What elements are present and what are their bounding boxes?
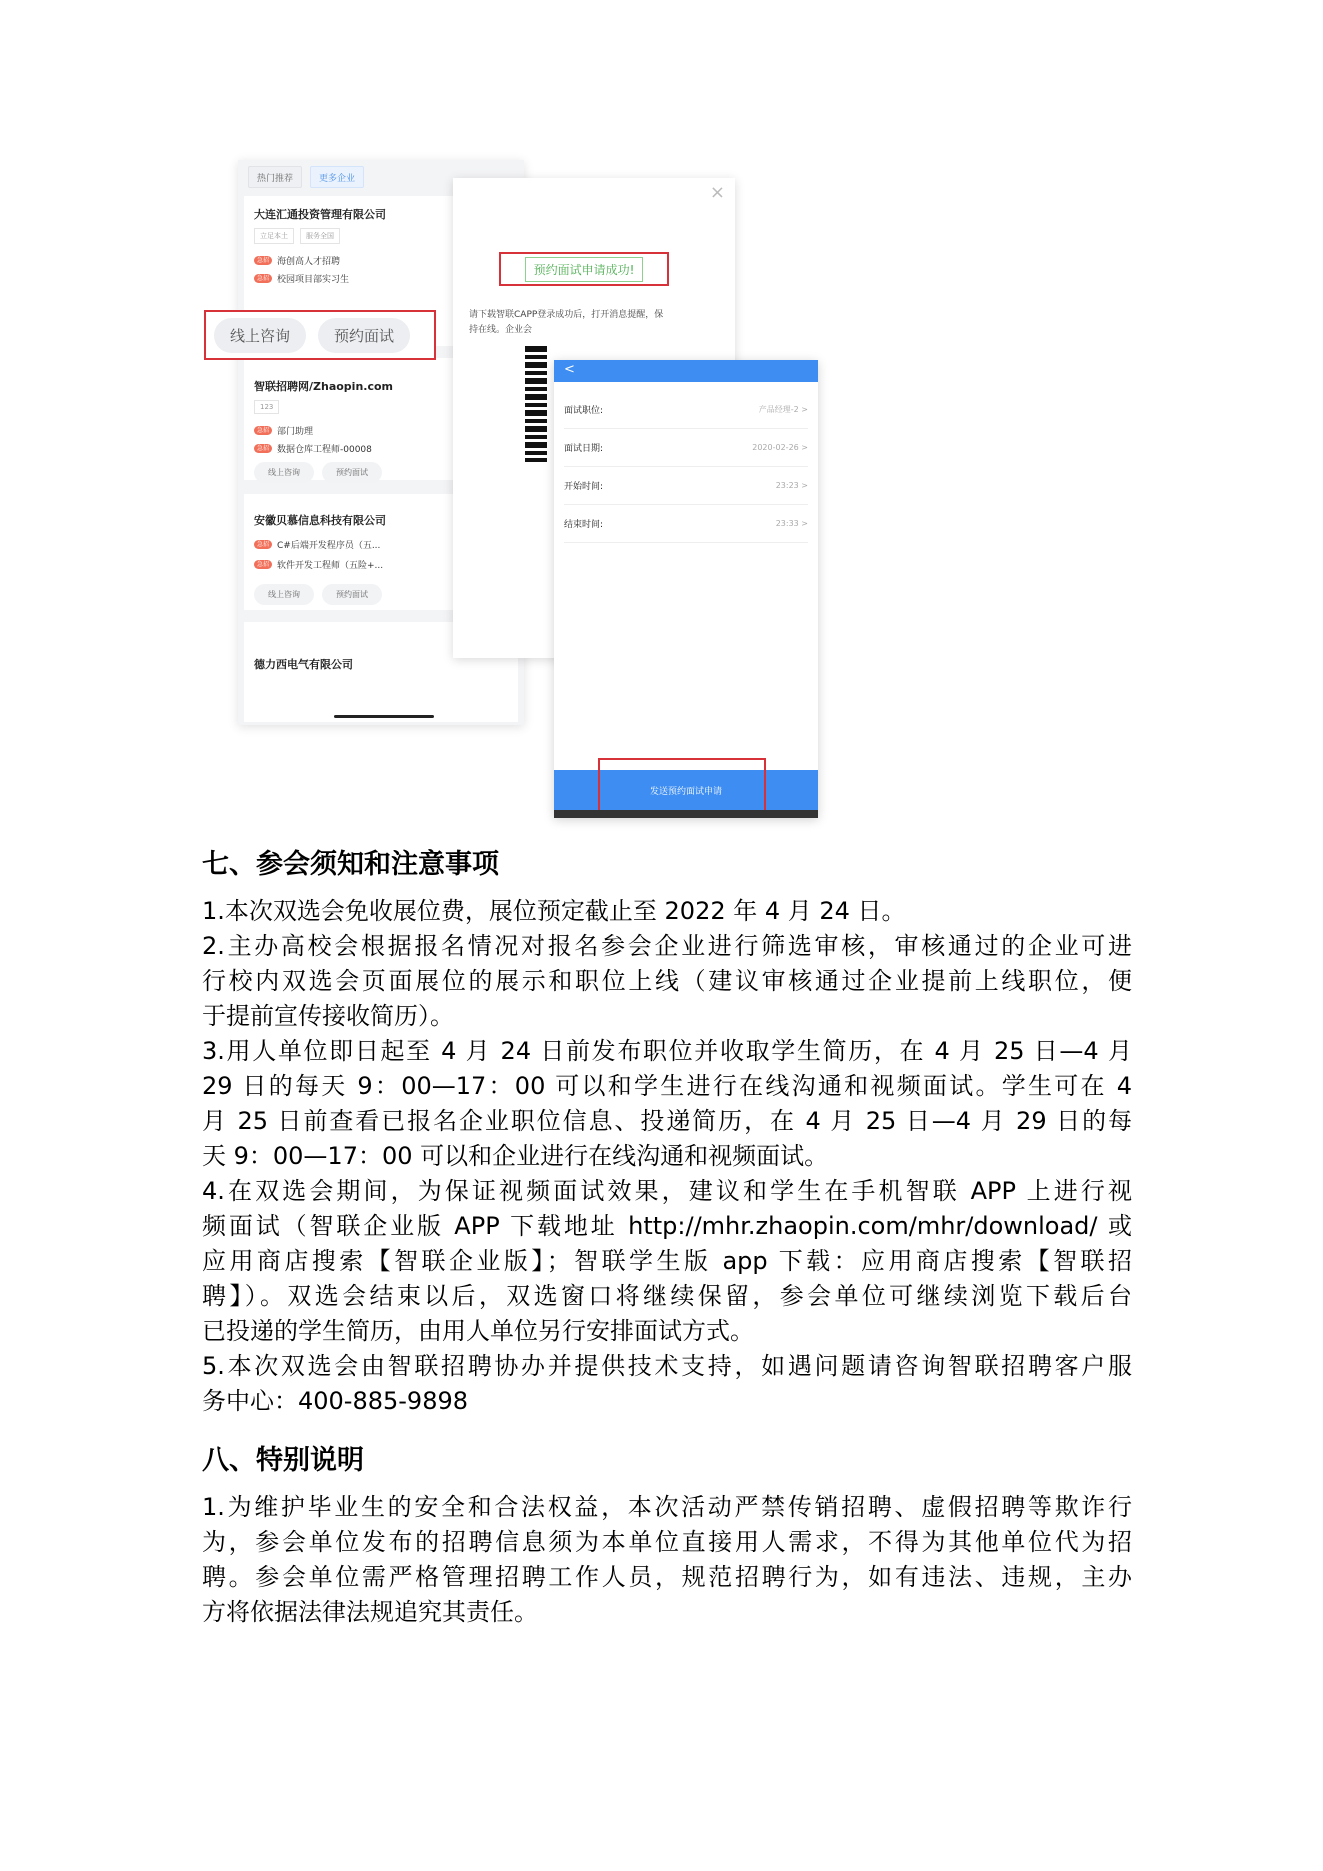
text-line: 应用商店搜索【智联企业版】；智联学生版 app 下载：应用商店搜索【智联招 <box>202 1247 1132 1275</box>
form-label: 结束时间: <box>564 519 604 530</box>
company-name: 智联招聘网/Zhaopin.com <box>254 380 393 393</box>
card-actions <box>254 584 382 605</box>
text-line: 为，参会单位发布的招聘信息须为本单位直接用人需求，不得为其他单位代为招 <box>202 1528 1132 1556</box>
close-icon[interactable]: × <box>709 182 725 203</box>
form-row-position[interactable] <box>564 390 808 429</box>
text-line: 1.本次双选会免收展位费，展位预定截止至 2022 年 4 月 24 日。 <box>202 897 906 925</box>
highlighted-actions-box <box>204 310 436 360</box>
company-tags <box>254 400 279 414</box>
company-tag: 立足本土 <box>254 228 294 244</box>
submit-highlight-box <box>598 758 766 814</box>
book-interview-button[interactable]: 预约面试 <box>318 318 410 353</box>
text-line: 29 日的每天 9：00—17：00 可以和学生进行在线沟通和视频面试。学生可在 4 <box>202 1072 1132 1100</box>
text-line: 聘】）。双选会结束以后，双选窗口将继续保留，参会单位可继续浏览下载后台 <box>202 1282 1132 1310</box>
text-line: 天 9：00—17：00 可以和企业进行在线沟通和视频面试。 <box>202 1142 829 1170</box>
text-line: 务中心：400-885-9898 <box>202 1387 469 1415</box>
form-row-start-time[interactable] <box>564 466 808 505</box>
job-item[interactable] <box>254 558 383 571</box>
urgent-badge: 急招 <box>254 444 272 453</box>
company-name: 德力西电气有限公司 <box>254 658 353 671</box>
success-highlight-box <box>499 252 669 286</box>
interview-form-phone <box>554 360 818 818</box>
modal-desc-line: 请下载智联CAPP登录成功后，打开消息提醒，保 <box>469 310 664 320</box>
job-title: 软件开发工程师（五险+... <box>277 561 384 571</box>
online-consult-button[interactable]: 线上咨询 <box>254 584 314 605</box>
urgent-badge: 急招 <box>254 540 272 549</box>
company-name: 安徽贝慕信息科技有限公司 <box>254 514 386 527</box>
form-row-date[interactable] <box>564 428 808 467</box>
urgent-badge: 急招 <box>254 274 272 283</box>
form-label: 开始时间: <box>564 481 604 492</box>
job-title: 校园项目部实习生 <box>277 275 350 285</box>
section-8-body <box>202 1490 1132 1630</box>
form-value: 23:23 > <box>775 480 808 490</box>
text-line: 3.用人单位即日起至 4 月 24 日前发布职位并收取学生简历，在 4 月 25 日—4 月 <box>202 1037 1132 1065</box>
text-line: 1.为维护毕业生的安全和合法权益，本次活动严禁传销招聘、虚假招聘等欺诈行 <box>202 1493 1132 1521</box>
phone-header-bar <box>554 360 818 382</box>
tab-more-companies[interactable]: 更多企业 <box>310 166 364 188</box>
tab-hot[interactable]: 热门推荐 <box>248 166 302 188</box>
section-7-heading: 七、参会须知和注意事项 <box>202 849 499 880</box>
app-screenshot-figure <box>230 160 818 818</box>
online-consult-button[interactable]: 线上咨询 <box>214 318 306 353</box>
modal-desc-line: 持在线。企业会 <box>469 325 533 335</box>
company-tag: 服务全国 <box>300 228 340 244</box>
list-tabs <box>248 166 364 188</box>
urgent-badge: 急招 <box>254 256 272 265</box>
job-title: C#后端开发程序员（五... <box>277 541 381 551</box>
form-label: 面试日期: <box>564 443 604 454</box>
success-message: 预约面试申请成功! <box>525 257 644 282</box>
company-name: 大连汇通投资管理有限公司 <box>254 208 386 221</box>
text-line: 已投递的学生简历，由用人单位另行安排面试方式。 <box>202 1317 754 1345</box>
home-indicator <box>334 715 434 718</box>
text-line: 频面试（智联企业版 APP 下载地址 http://mhr.zhaopin.com/mhr/download/ 或 <box>202 1212 1132 1240</box>
job-title: 数据仓库工程师-00008 <box>277 445 372 455</box>
job-item[interactable] <box>254 424 313 437</box>
form-value: 产品经理-2 > <box>758 404 808 414</box>
modal-description <box>469 308 729 338</box>
form-value: 23:33 > <box>775 518 808 528</box>
text-line: 于提前宣传接收简历）。 <box>202 1002 454 1030</box>
text-line: 方将依据法律法规追究其责任。 <box>202 1598 538 1626</box>
job-title: 海创高人才招聘 <box>277 257 341 267</box>
urgent-badge: 急招 <box>254 560 272 569</box>
back-icon[interactable]: < <box>564 362 575 377</box>
job-item[interactable] <box>254 254 340 267</box>
job-item[interactable] <box>254 538 380 551</box>
form-row-end-time[interactable] <box>564 504 808 543</box>
section-8-heading: 八、特别说明 <box>202 1445 364 1476</box>
book-interview-button[interactable]: 预约面试 <box>322 462 382 483</box>
text-line: 月 25 日前查看已报名企业职位信息、投递简历，在 4 月 25 日—4 月 29 日的每 <box>202 1107 1132 1135</box>
form-label: 面试职位: <box>564 405 604 416</box>
text-line: 聘。参会单位需严格管理招聘工作人员，规范招聘行为，如有违法、违规，主办 <box>202 1563 1132 1591</box>
text-line: 4.在双选会期间，为保证视频面试效果，建议和学生在手机智联 APP 上进行视 <box>202 1177 1132 1205</box>
online-consult-button[interactable]: 线上咨询 <box>254 462 314 483</box>
company-tags <box>254 228 340 244</box>
form-value: 2020-02-26 > <box>752 442 808 452</box>
job-item[interactable] <box>254 442 372 455</box>
company-tag: 123 <box>254 400 279 414</box>
text-line: 5.本次双选会由智联招聘协办并提供技术支持，如遇问题请咨询智联招聘客户服 <box>202 1352 1132 1380</box>
job-item[interactable] <box>254 272 349 285</box>
job-title: 部门助理 <box>277 427 314 437</box>
card-actions <box>254 462 382 483</box>
send-request-label: 发送预约面试申请 <box>649 786 722 797</box>
text-line: 行校内双选会页面展位的展示和职位上线（建议审核通过企业提前上线职位，便 <box>202 967 1132 995</box>
section-7-body <box>202 894 1132 1419</box>
phone-bottom-bar <box>554 810 818 818</box>
text-line: 2.主办高校会根据报名情况对报名参会企业进行筛选审核，审核通过的企业可进 <box>202 932 1132 960</box>
qr-code-icon <box>525 346 547 462</box>
book-interview-button[interactable]: 预约面试 <box>322 584 382 605</box>
urgent-badge: 急招 <box>254 426 272 435</box>
